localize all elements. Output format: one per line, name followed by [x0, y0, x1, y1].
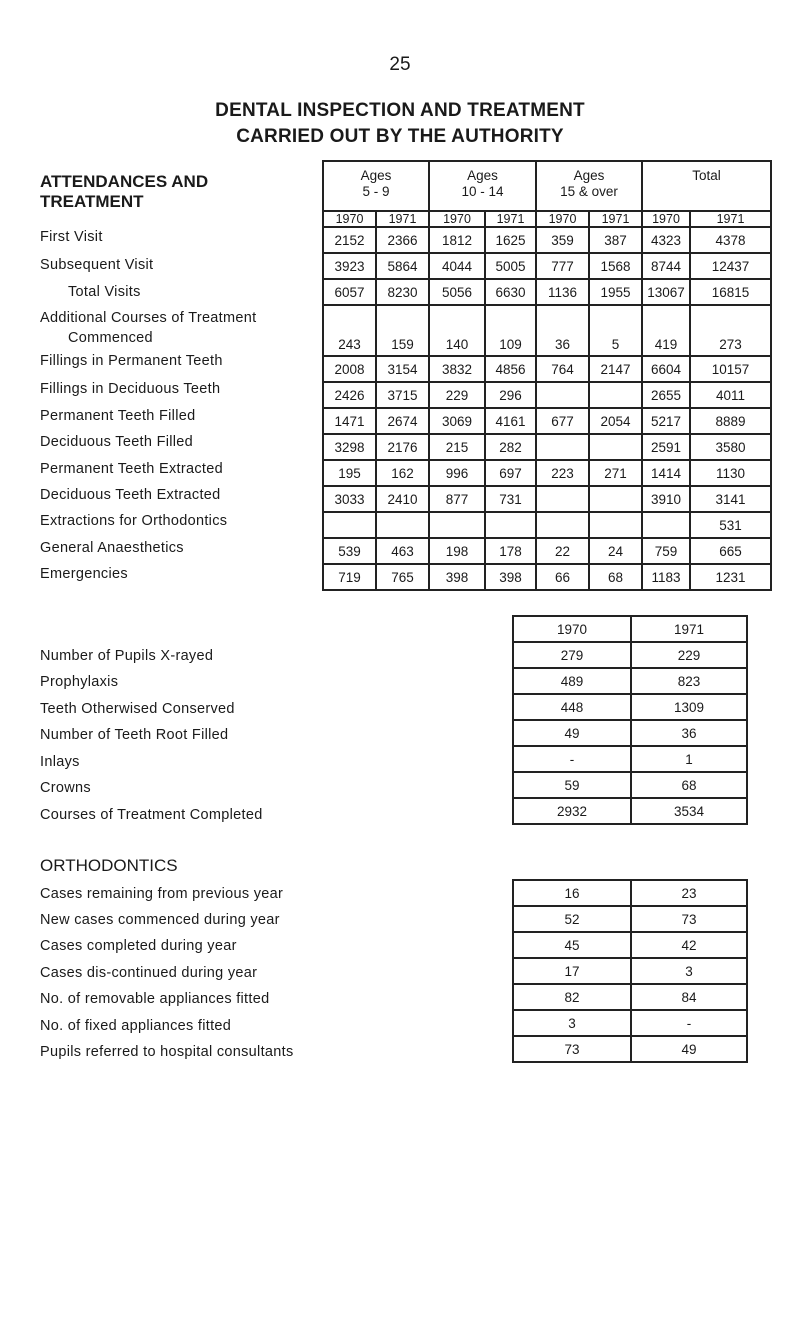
- table-cell: 759: [642, 538, 690, 564]
- table-cell: 764: [536, 356, 589, 382]
- table-cell: 5: [589, 305, 642, 356]
- row-label: Prophylaxis: [40, 674, 119, 690]
- table-cell: 2932: [513, 798, 631, 824]
- row-label: Cases remaining from previous year: [40, 886, 284, 902]
- table-cell: 3141: [690, 486, 771, 512]
- table-cell: 4378: [690, 227, 771, 253]
- table-row: [323, 538, 771, 564]
- table-cell: -: [631, 1010, 747, 1036]
- table-cell: 82: [513, 984, 631, 1010]
- table-cell: 2655: [642, 382, 690, 408]
- row-label: Permanent Teeth Extracted: [40, 461, 223, 477]
- year-header: 1970: [429, 211, 485, 227]
- table-cell: 1414: [642, 460, 690, 486]
- table-cell: 5005: [485, 253, 536, 279]
- table-cell: 1568: [589, 253, 642, 279]
- table-cell: 665: [690, 538, 771, 564]
- row-label: No. of fixed appliances fitted: [40, 1018, 232, 1034]
- row-label: Fillings in Permanent Teeth: [40, 353, 223, 369]
- year-header: 1970: [323, 211, 376, 227]
- table-cell: 49: [513, 720, 631, 746]
- group-label: Total: [692, 168, 721, 183]
- table-row: [323, 408, 771, 434]
- table-cell: 2674: [376, 408, 429, 434]
- group-range: 5 - 9: [362, 184, 390, 199]
- page-title-line-2: CARRIED OUT BY THE AUTHORITY: [236, 126, 564, 147]
- table-cell: 223: [536, 460, 589, 486]
- table-cell: 823: [631, 668, 747, 694]
- table-row: [513, 932, 747, 958]
- table-cell: 282: [485, 434, 536, 460]
- table-cell: 296: [485, 382, 536, 408]
- table-cell: 23: [631, 880, 747, 906]
- table-cell: 3069: [429, 408, 485, 434]
- table-cell: 8889: [690, 408, 771, 434]
- table-cell: 68: [631, 772, 747, 798]
- table-row: [513, 1036, 747, 1062]
- table-row: [323, 279, 771, 305]
- table-cell: 16815: [690, 279, 771, 305]
- table-cell: 777: [536, 253, 589, 279]
- year-header: 1971: [631, 616, 747, 642]
- table-cell: 4161: [485, 408, 536, 434]
- row-label-line-2: Commenced: [68, 330, 153, 346]
- group-label: Ages: [467, 168, 498, 183]
- table-cell: 877: [429, 486, 485, 512]
- table-cell: 66: [536, 564, 589, 590]
- table-row: [513, 668, 747, 694]
- table-cell: 178: [485, 538, 536, 564]
- table-row: [513, 694, 747, 720]
- table-cell: 731: [485, 486, 536, 512]
- table-cell: 279: [513, 642, 631, 668]
- table-cell: 8230: [376, 279, 429, 305]
- table-row: [513, 746, 747, 772]
- table-cell: 2410: [376, 486, 429, 512]
- year-header: 1971: [690, 211, 771, 227]
- table-cell: 398: [429, 564, 485, 590]
- table-cell: 489: [513, 668, 631, 694]
- table-cell: [536, 512, 589, 538]
- table-cell: 419: [642, 305, 690, 356]
- table-cell: 24: [589, 538, 642, 564]
- row-label: Inlays: [40, 754, 80, 770]
- table-cell: 4856: [485, 356, 536, 382]
- row-label: Crowns: [40, 780, 91, 796]
- row-label: Courses of Treatment Completed: [40, 807, 263, 823]
- table-cell: 273: [690, 305, 771, 356]
- table-cell: 229: [429, 382, 485, 408]
- table-cell: 1625: [485, 227, 536, 253]
- row-label: New cases commenced during year: [40, 912, 280, 928]
- table-cell: 2054: [589, 408, 642, 434]
- table-row: [323, 512, 771, 538]
- table-cell: 539: [323, 538, 376, 564]
- row-label: Total Visits: [68, 284, 141, 300]
- table-row: [513, 906, 747, 932]
- table-cell: 5217: [642, 408, 690, 434]
- row-label: Subsequent Visit: [40, 257, 154, 273]
- table-cell: 12437: [690, 253, 771, 279]
- table-cell: 1231: [690, 564, 771, 590]
- table-cell: 229: [631, 642, 747, 668]
- table-cell: 765: [376, 564, 429, 590]
- table-cell: 2176: [376, 434, 429, 460]
- table-cell: 3033: [323, 486, 376, 512]
- total-header: [642, 161, 771, 211]
- table-cell: 3534: [631, 798, 747, 824]
- table-cell: 3580: [690, 434, 771, 460]
- table-cell: 5864: [376, 253, 429, 279]
- age-group-header: [323, 161, 429, 211]
- table-row: [323, 564, 771, 590]
- attendances-heading-line-2: TREATMENT: [40, 192, 144, 211]
- table-cell: 2366: [376, 227, 429, 253]
- table-cell: [589, 382, 642, 408]
- table-cell: 84: [631, 984, 747, 1010]
- table-cell: 16: [513, 880, 631, 906]
- table-row: [513, 984, 747, 1010]
- table-row: [323, 356, 771, 382]
- table-cell: 463: [376, 538, 429, 564]
- table-cell: 271: [589, 460, 642, 486]
- table-row: [323, 434, 771, 460]
- table-row: [513, 798, 747, 824]
- table-row: [323, 305, 771, 356]
- table-cell: 4011: [690, 382, 771, 408]
- row-label: Emergencies: [40, 566, 128, 582]
- row-label: [40, 308, 256, 348]
- year-header: 1970: [513, 616, 631, 642]
- table-cell: 2147: [589, 356, 642, 382]
- table-cell: [376, 512, 429, 538]
- table-cell: 1812: [429, 227, 485, 253]
- table-cell: 1183: [642, 564, 690, 590]
- table-cell: 6057: [323, 279, 376, 305]
- table-cell: [536, 382, 589, 408]
- row-label-line-1: Additional Courses of Treatment: [40, 310, 257, 326]
- table-row: [513, 958, 747, 984]
- table-cell: 42: [631, 932, 747, 958]
- table-cell: 697: [485, 460, 536, 486]
- table-row: [513, 720, 747, 746]
- page-title-line-1: DENTAL INSPECTION AND TREATMENT: [215, 100, 585, 121]
- table-cell: 45: [513, 932, 631, 958]
- row-label: Number of Teeth Root Filled: [40, 727, 229, 743]
- table-cell: 719: [323, 564, 376, 590]
- table-cell: 1130: [690, 460, 771, 486]
- age-group-header: [536, 161, 642, 211]
- table-cell: 1471: [323, 408, 376, 434]
- group-range: 15 & over: [560, 184, 618, 199]
- table-cell: 49: [631, 1036, 747, 1062]
- table-cell: [536, 434, 589, 460]
- table-cell: 531: [690, 512, 771, 538]
- table-cell: 1955: [589, 279, 642, 305]
- group-range: 10 - 14: [461, 184, 504, 199]
- row-label: Extractions for Orthodontics: [40, 513, 228, 529]
- table-cell: 198: [429, 538, 485, 564]
- table-cell: 68: [589, 564, 642, 590]
- attendance-table: [322, 160, 772, 591]
- table-cell: 243: [323, 305, 376, 356]
- table-cell: 13067: [642, 279, 690, 305]
- row-label: Permanent Teeth Filled: [40, 408, 196, 424]
- table-cell: 398: [485, 564, 536, 590]
- table-cell: 3923: [323, 253, 376, 279]
- table-cell: [642, 512, 690, 538]
- table-row: [323, 486, 771, 512]
- group-label: Ages: [573, 168, 605, 183]
- table-cell: 677: [536, 408, 589, 434]
- row-label: Number of Pupils X-rayed: [40, 648, 214, 664]
- page-number: 25: [389, 54, 411, 75]
- table-cell: 3: [631, 958, 747, 984]
- table-cell: 3832: [429, 356, 485, 382]
- table-cell: 5056: [429, 279, 485, 305]
- table-cell: 448: [513, 694, 631, 720]
- age-group-header: [429, 161, 536, 211]
- row-label: Deciduous Teeth Filled: [40, 434, 194, 450]
- table-cell: 73: [513, 1036, 631, 1062]
- row-label: No. of removable appliances fitted: [40, 991, 270, 1007]
- table-cell: 3: [513, 1010, 631, 1036]
- table-cell: 6604: [642, 356, 690, 382]
- table-row: [513, 880, 747, 906]
- table-cell: 52: [513, 906, 631, 932]
- table-cell: [429, 512, 485, 538]
- row-label: Teeth Otherwised Conserved: [40, 701, 235, 717]
- table-cell: 140: [429, 305, 485, 356]
- table-cell: 36: [631, 720, 747, 746]
- table-row: [513, 642, 747, 668]
- year-header: 1971: [485, 211, 536, 227]
- attendances-heading: [40, 172, 208, 212]
- table-cell: 1: [631, 746, 747, 772]
- table-row: [323, 227, 771, 253]
- table-row: [323, 460, 771, 486]
- row-label: Cases dis-continued during year: [40, 965, 258, 981]
- table-cell: 73: [631, 906, 747, 932]
- table-cell: 2426: [323, 382, 376, 408]
- year-header: 1970: [642, 211, 690, 227]
- table-cell: 2008: [323, 356, 376, 382]
- year-header: 1971: [376, 211, 429, 227]
- table-cell: 4044: [429, 253, 485, 279]
- table-cell: 387: [589, 227, 642, 253]
- table-cell: -: [513, 746, 631, 772]
- table-cell: 10157: [690, 356, 771, 382]
- table-cell: [589, 512, 642, 538]
- table-cell: 162: [376, 460, 429, 486]
- orthodontics-heading: ORTHODONTICS: [40, 856, 178, 875]
- table-cell: 159: [376, 305, 429, 356]
- table-cell: 36: [536, 305, 589, 356]
- table-cell: [589, 486, 642, 512]
- table-row: [323, 253, 771, 279]
- table-row: [323, 382, 771, 408]
- table-cell: 2591: [642, 434, 690, 460]
- row-label: General Anaesthetics: [40, 540, 184, 556]
- table-cell: [536, 486, 589, 512]
- row-label: Pupils referred to hospital consultants: [40, 1044, 294, 1060]
- table-cell: 2152: [323, 227, 376, 253]
- table-cell: 1309: [631, 694, 747, 720]
- table-row: [513, 772, 747, 798]
- table-cell: 4323: [642, 227, 690, 253]
- table-cell: 359: [536, 227, 589, 253]
- year-header: 1971: [589, 211, 642, 227]
- table-cell: 8744: [642, 253, 690, 279]
- table-cell: 3154: [376, 356, 429, 382]
- table-cell: 3910: [642, 486, 690, 512]
- table-cell: 3298: [323, 434, 376, 460]
- row-label: Cases completed during year: [40, 938, 237, 954]
- table-cell: 17: [513, 958, 631, 984]
- table-row: [513, 1010, 747, 1036]
- table-cell: 996: [429, 460, 485, 486]
- table-cell: [323, 512, 376, 538]
- year-header: 1970: [536, 211, 589, 227]
- table-cell: 109: [485, 305, 536, 356]
- xray-table: [512, 615, 748, 825]
- table-cell: 22: [536, 538, 589, 564]
- table-cell: 3715: [376, 382, 429, 408]
- group-label: Ages: [360, 168, 392, 183]
- table-cell: [589, 434, 642, 460]
- table-cell: 59: [513, 772, 631, 798]
- table-cell: 1136: [536, 279, 589, 305]
- orthodontics-table: [512, 879, 748, 1063]
- table-cell: 6630: [485, 279, 536, 305]
- table-cell: 195: [323, 460, 376, 486]
- attendances-heading-line-1: ATTENDANCES AND: [40, 172, 209, 191]
- row-label: Deciduous Teeth Extracted: [40, 487, 221, 503]
- row-label: First Visit: [40, 229, 103, 245]
- row-label: Fillings in Deciduous Teeth: [40, 381, 221, 397]
- table-cell: 215: [429, 434, 485, 460]
- table-cell: [485, 512, 536, 538]
